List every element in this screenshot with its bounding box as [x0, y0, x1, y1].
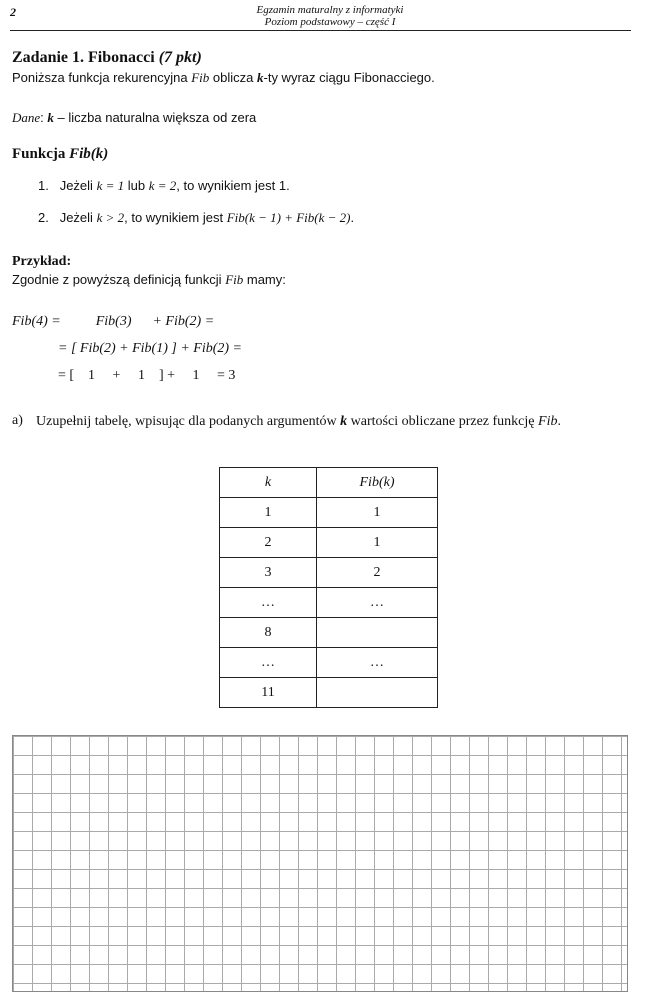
rule-2 — [38, 210, 354, 226]
task-title — [12, 49, 202, 67]
rule-1-number: 1. — [38, 178, 49, 193]
rule-1-cond-1: k = 1 — [96, 178, 125, 193]
table-cell-fib[interactable]: 1 — [317, 498, 438, 528]
function-heading-word: Funkcja — [12, 146, 66, 162]
question-a-label: a) — [12, 413, 23, 428]
example-intro — [12, 272, 286, 288]
table-cell-fib: … — [317, 588, 438, 618]
rule-2-number: 2. — [38, 210, 49, 225]
table-cell-k: 2 — [220, 528, 317, 558]
exam-header-line1: Egzamin maturalny z informatyki — [256, 4, 404, 16]
table-cell-k: … — [220, 648, 317, 678]
rule-1-pre: Jeżeli — [59, 178, 93, 193]
intro-k: k — [257, 70, 264, 85]
table-cell-k: 11 — [220, 678, 317, 708]
table-header-k: k — [220, 468, 317, 498]
given-text: – liczba naturalna większa od zera — [57, 110, 257, 125]
table-row — [220, 618, 438, 648]
table-header-row — [220, 468, 438, 498]
intro-text-1: Poniższa funkcja rekurencyjna — [12, 70, 188, 85]
exam-header — [170, 4, 490, 28]
table-row — [220, 678, 438, 708]
table-row — [220, 588, 438, 618]
question-a-pre: Uzupełnij tabelę, wpisując dla podanych argumentów — [36, 414, 337, 429]
example-intro-pre: Zgodnie z powyższą definicją funkcji — [12, 272, 222, 287]
intro-text-2: oblicza — [212, 70, 254, 85]
example-equation-3: = [ 1 + 1 ] + 1 = 3 — [58, 368, 236, 383]
example-heading: Przykład: — [12, 254, 72, 269]
rule-2-cond: k > 2 — [96, 210, 125, 225]
intro-fn: Fib — [191, 70, 210, 85]
given-k: k — [47, 110, 54, 125]
rule-2-expr: Fib(k − 1) + Fib(k − 2) — [226, 210, 351, 225]
table-cell-fib[interactable]: 1 — [317, 528, 438, 558]
exam-header-line2: Poziom podstawowy – część I — [264, 16, 396, 28]
table-row — [220, 648, 438, 678]
rule-1-or: lub — [127, 178, 146, 193]
question-a-fn: Fib — [538, 414, 558, 429]
question-a-k: k — [340, 414, 348, 429]
table-cell-k: 3 — [220, 558, 317, 588]
given-data: Dane: k – liczba naturalna większa od zera — [12, 110, 257, 125]
table-cell-fib[interactable] — [317, 618, 438, 648]
table-cell-fib: … — [317, 648, 438, 678]
task-intro — [12, 70, 435, 86]
table-cell-fib[interactable] — [317, 678, 438, 708]
example-intro-post: mamy: — [246, 272, 286, 287]
scratch-grid[interactable] — [12, 735, 628, 992]
table-row — [220, 558, 438, 588]
table-row — [220, 498, 438, 528]
table-cell-k: 8 — [220, 618, 317, 648]
function-heading — [12, 146, 108, 163]
table-row — [220, 528, 438, 558]
table-cell-fib[interactable]: 2 — [317, 558, 438, 588]
fib-table — [219, 467, 438, 708]
question-a-text — [36, 413, 626, 431]
example-equation-2: = [ Fib(2) + Fib(1) ] + Fib(2) = — [58, 341, 242, 356]
given-label: Dane — [12, 110, 41, 125]
rule-1 — [38, 178, 290, 194]
task-points: (7 pkt) — [158, 49, 202, 66]
function-signature: Fib(k) — [69, 146, 109, 162]
rule-2-pre: Jeżeli — [59, 210, 93, 225]
rule-2-end: . — [350, 210, 355, 225]
question-a-end: . — [557, 414, 561, 429]
intro-text-3: -ty wyraz ciągu Fibonacciego. — [263, 70, 435, 85]
table-header-fib: Fib(k) — [317, 468, 438, 498]
rule-1-cond-2: k = 2 — [148, 178, 177, 193]
rule-2-mid: , to wynikiem jest — [124, 210, 224, 225]
table-cell-k: … — [220, 588, 317, 618]
question-a-post: wartości obliczane przez funkcję — [350, 414, 535, 429]
example-equation-1: Fib(4) = Fib(3) + Fib(2) = — [12, 314, 215, 329]
example-intro-fn: Fib — [225, 272, 244, 287]
task-title-text: Zadanie 1. Fibonacci — [12, 49, 155, 66]
rule-1-post: , to wynikiem jest 1. — [176, 178, 290, 193]
header-divider — [10, 30, 631, 31]
page-number: 2 — [10, 5, 16, 19]
table-cell-k: 1 — [220, 498, 317, 528]
